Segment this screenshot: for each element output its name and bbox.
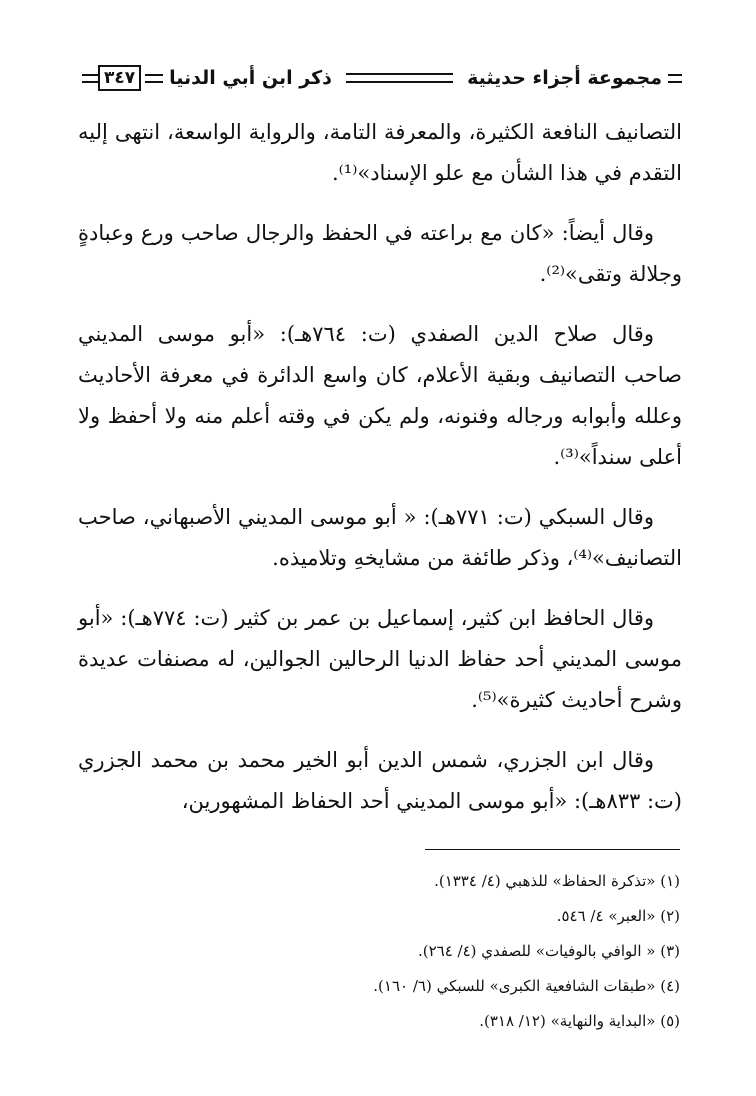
footnote: (٥) «البداية والنهاية» (١٢/ ٣١٨). — [479, 1012, 680, 1030]
main-text — [78, 112, 682, 841]
section-title: ذكر ابن أبي الدنيا — [169, 67, 332, 89]
paragraph: وقال صلاح الدين الصفدي (ت: ٧٦٤هـ): «أبو موسى المديني صاحب التصانيف وبقية الأعلام، كان واسع الدائرة في معرفة الأحاديث وعلله وأبوابه ورجاله وفنونه، ولم يكن في وقته أعلم منه ولا أحفظ ولا أعلى سنداً»⁽³⁾. — [78, 322, 682, 469]
paragraph: وقال أيضاً: «كان مع براعته في الحفظ والرجال صاحب ورع وعبادةٍ وجلالة وتقى»⁽²⁾. — [78, 221, 682, 286]
header-ornament-right — [668, 74, 682, 83]
footnote: (٤) «طبقات الشافعية الكبرى» للسبكي (٦/ ١٦٠). — [373, 977, 680, 995]
footnote: (٣) « الوافي بالوفيات» للصفدي (٤/ ٢٦٤). — [417, 942, 680, 960]
footnote: (١) «تذكرة الحفاظ» للذهبي (٤/ ١٣٣٤). — [434, 872, 680, 890]
header-ornament-mid — [145, 74, 163, 83]
paragraph: وقال ابن الجزري، شمس الدين أبو الخير محمد بن محمد الجزري (ت: ٨٣٣هـ): «أبو موسى المديني أحد الحفاظ المشهورين، — [78, 748, 682, 813]
page-header — [82, 62, 682, 94]
footnote: (٢) «العبر» ٤/ ٥٤٦. — [556, 907, 680, 925]
page-number: ٣٤٧ — [98, 65, 141, 91]
book-title: مجموعة أجزاء حديثية — [467, 67, 662, 89]
paragraph: وقال السبكي (ت: ٧٧١هـ): « أبو موسى المديني الأصبهاني، صاحب التصانيف»⁽⁴⁾، وذكر طائفة من مشايخهِ وتلاميذه. — [78, 505, 682, 570]
footnotes — [300, 864, 680, 1039]
paragraph: وقال الحافظ ابن كثير، إسماعيل بن عمر بن كثير (ت: ٧٧٤هـ): «أبو موسى المديني أحد حفاظ الدنيا الرحالين الجوالين، له مصنفات عديدة وشرح أحاديث كثيرة»⁽⁵⁾. — [78, 606, 682, 712]
header-rule — [346, 73, 453, 83]
paragraph: التصانيف النافعة الكثيرة، والمعرفة التامة، والرواية الواسعة، انتهى إليه التقدم في هذا الشأن مع علو الإسناد»⁽¹⁾. — [78, 120, 682, 185]
header-ornament-left — [82, 74, 98, 83]
footnote-separator — [425, 849, 680, 850]
